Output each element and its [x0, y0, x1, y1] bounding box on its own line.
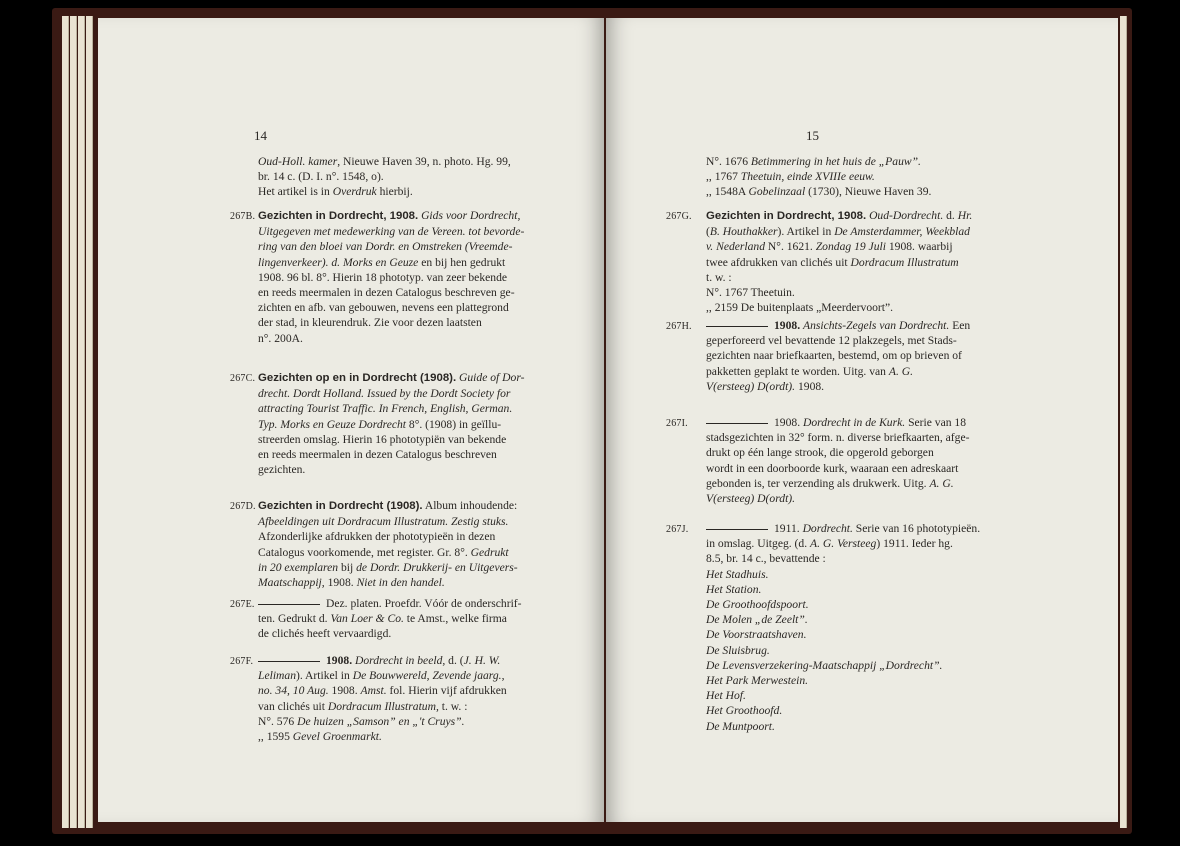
text-line: 1908.: [328, 684, 361, 698]
text-line: [258, 560, 568, 575]
ditto-dash: [706, 423, 768, 424]
text-line: [258, 596, 568, 611]
text-line: ,, 1548A: [706, 185, 749, 199]
page-edges: [1120, 16, 1127, 828]
text-line: De Molen „de Zeelt”.: [706, 613, 808, 627]
text-line: 1911.: [774, 522, 803, 535]
page-edges: [62, 16, 69, 828]
text-line: [706, 491, 1006, 506]
entry-267c: [230, 370, 568, 477]
text-line: [258, 683, 568, 698]
text-line: [706, 364, 1006, 379]
text-line: [706, 379, 1006, 394]
text-line: Zondag 19 Juli: [815, 240, 886, 254]
text-line: N°. 1676: [706, 155, 751, 168]
text-line: [706, 208, 1006, 224]
text-line: Theetuin, einde XVIIIe eeuw.: [740, 170, 875, 184]
text-line: n°. 200A.: [258, 331, 303, 345]
ditto-dash: [706, 529, 768, 530]
text-line: fol. Hierin vijf afdrukken: [386, 684, 507, 698]
entry-code: 267H.: [666, 321, 692, 332]
text-line: Het artikel is in: [258, 185, 333, 199]
text-line: Gezichten in Dordrecht (1908).: [258, 500, 423, 512]
text-line: V(ersteeg) D(ordt).: [706, 379, 796, 393]
text-line: A. G.: [929, 476, 954, 490]
text-line: de clichés heeft vervaardigd.: [258, 627, 392, 641]
text-line: ). Artikel in: [296, 669, 353, 683]
entry-267f: [230, 653, 568, 744]
list-item: [706, 597, 1006, 612]
text-line: Niet in den handel.: [356, 576, 445, 590]
text-line: de Dordr. Drukkerij- en Uitgevers-: [356, 560, 518, 574]
text-line: no. 34, 10 Aug.: [258, 684, 329, 698]
text-line: Het Park Merwestein.: [706, 674, 809, 688]
list-item: [706, 643, 1006, 658]
text-line: , Nieuwe Haven 39, n. photo. Hg. 99,: [337, 155, 511, 168]
list-item: [706, 582, 1006, 597]
text-line: en reeds meermalen in dezen Catalogus beschreven: [258, 448, 497, 462]
text-line: hierbij.: [376, 185, 413, 199]
text-line: lingenverkeer). d. Morks en Geuze: [258, 255, 419, 269]
text-line: [258, 714, 568, 729]
text-line: ,, 1595: [258, 730, 293, 744]
text-line: Dordrecht in de Kurk.: [802, 416, 906, 429]
text-line: ,, 2159 De buitenplaats „Meerdervoort”.: [706, 301, 894, 315]
list-item: [706, 688, 1006, 703]
text-line: 1908.: [774, 416, 803, 429]
text-line: De Amsterdammer, Weekblad: [834, 225, 970, 239]
text-line: ). Artikel in: [777, 225, 835, 239]
text-line: en bij hen gedrukt: [418, 255, 506, 269]
text-line: Dez. platen. Proefdr. Vóór de onderschrif-: [326, 597, 522, 610]
ditto-dash: [706, 326, 768, 327]
text-line: [258, 611, 568, 626]
text-line: pakketten geplakt te worden. Uitg. van: [706, 364, 889, 378]
text-line: 1908.: [795, 379, 825, 393]
text-line: De Muntpoort.: [706, 719, 775, 733]
text-line: te Amst., welke firma: [403, 612, 507, 626]
list-item: [706, 658, 1006, 673]
text-line: Het Hof.: [706, 689, 746, 703]
text-line: [706, 224, 1006, 239]
text-line: Gobelinzaal: [748, 185, 806, 199]
text-line: ten. Gedrukt d.: [258, 612, 331, 626]
entry-267i: [666, 415, 1006, 506]
contents-list: [706, 567, 1006, 734]
text-line: [258, 729, 568, 744]
text-line: 8.5, br. 14 c., bevattende :: [706, 552, 826, 566]
text-line: J. H. W.: [463, 654, 501, 667]
entry-code: 267E.: [230, 599, 255, 610]
text-line: drecht. Dordt Holland. Issued by the Dordt Society for: [258, 387, 511, 401]
text-line: Het Stadhuis.: [706, 567, 769, 581]
text-line: [258, 184, 568, 199]
entry-267g: [666, 208, 1006, 315]
entry-code: 267F.: [230, 656, 254, 667]
text-line: V(ersteeg) D(ordt).: [706, 492, 796, 506]
page-edges: [70, 16, 77, 828]
text-line: v. Nederland: [706, 240, 766, 254]
text-line: [706, 239, 1006, 254]
text-line: Ansichts-Zegels van Dordrecht.: [803, 319, 950, 332]
text-line: [258, 224, 568, 239]
text-line: [706, 476, 1006, 491]
text-line: [706, 154, 1006, 169]
text-line: [258, 575, 568, 590]
text-line: De Voorstraatshaven.: [706, 628, 807, 642]
text-line: Gezichten op en in Dordrecht (1908).: [258, 372, 457, 384]
text-line: Gevel Groenmarkt.: [292, 730, 382, 744]
entry-267h: [666, 318, 1006, 394]
text-line: Dordrecht in beeld,: [355, 654, 446, 667]
text-line: gezichten naar briefkaarten, bestemd, om op brieven of: [706, 349, 962, 363]
text-line: [258, 668, 568, 683]
text-line: van clichés uit: [258, 699, 328, 713]
text-line: (1730), Nieuwe Haven 39.: [805, 185, 932, 199]
right-page: [606, 18, 1118, 822]
entry-code: 267I.: [666, 418, 688, 429]
text-line: A. G. Versteeg: [810, 537, 877, 551]
text-line: Amst.: [360, 684, 387, 698]
text-line: Het Groothoofd.: [706, 704, 783, 718]
text-line: ring van den bloei van Dordr. en Omstreken (Vreemde-: [258, 240, 513, 254]
text-line: N°. 576: [258, 714, 298, 728]
intro-entry: [258, 154, 568, 200]
text-line: [258, 386, 568, 401]
text-line: [706, 415, 1006, 430]
text-line: gezichten.: [258, 463, 306, 477]
text-line: Gedrukt: [470, 545, 509, 559]
entry-code: 267J.: [666, 524, 689, 535]
page-number: 14: [254, 128, 267, 143]
text-line: 1908.: [326, 654, 353, 667]
text-line: in omslag. Uitgeg. (d.: [706, 537, 811, 551]
text-line: De Levensverzekering-Maatschappij „Dordrecht”.: [706, 658, 943, 672]
page-number: 15: [806, 128, 819, 143]
text-line: t. w. :: [438, 699, 468, 713]
text-line: De Bouwwereld, Zevende jaarg.,: [352, 669, 505, 683]
list-item: [706, 703, 1006, 718]
text-line: 8°. (1908) in geïllu-: [406, 417, 502, 431]
text-line: De Groothoofdspoort.: [706, 598, 809, 612]
text-line: streerden omslag. Hierin 16 phototypiën van bekende: [258, 432, 507, 446]
page-edges: [86, 16, 93, 828]
text-line: der stad, in kleurendruk. Zie voor dezen laatsten: [258, 316, 482, 330]
text-line: d.: [943, 209, 958, 222]
text-line: [706, 521, 1006, 536]
text-line: Dordracum Illustratum,: [327, 699, 439, 713]
list-item: [706, 673, 1006, 688]
text-line: gebonden is, ter verzending als drukwerk. Uitg.: [706, 476, 930, 490]
text-line: br. 14 c. (D. I. n°. 1548, o).: [258, 170, 384, 184]
text-line: Dordrecht.: [802, 522, 853, 535]
text-line: t. w. :: [706, 270, 732, 284]
text-line: De Sluisbrug.: [706, 643, 770, 657]
text-line: [706, 184, 1006, 199]
text-line: Een: [949, 319, 971, 332]
text-line: 1908. waarbij: [885, 240, 953, 254]
text-line: [258, 401, 568, 416]
text-line: Van Loer & Co.: [330, 612, 404, 626]
text-line: zichten en afb. van gebouwen, nevens een plattegrond: [258, 301, 509, 315]
entry-267b: [230, 208, 568, 346]
text-line: [706, 255, 1006, 270]
text-line: Uitgegeven met medewerking van de Vereen. tot bevorde-: [258, 225, 525, 239]
text-line: [258, 653, 568, 668]
text-line: [706, 318, 1006, 333]
text-line: Hr.: [957, 209, 973, 222]
text-line: in 20 exemplaren: [258, 560, 339, 574]
text-line: 1908.: [774, 319, 801, 332]
list-item: [706, 719, 1006, 734]
text-line: [258, 154, 568, 169]
ditto-dash: [258, 604, 320, 605]
text-line: N°. 1621.: [765, 240, 816, 254]
text-line: [258, 370, 568, 386]
text-line: Oud-Dordrecht.: [869, 209, 944, 222]
entry-267j: [666, 521, 1006, 734]
entry-code: 267G.: [666, 211, 692, 222]
text-line: twee afdrukken van clichés uit: [706, 255, 851, 269]
text-line: attracting Tourist Traffic. In French, English, German.: [258, 402, 513, 416]
text-line: Maatschappij,: [258, 576, 325, 590]
text-line: Afbeeldingen uit Dordracum Illustratum. Zestig stuks.: [258, 515, 509, 529]
text-line: B. Houthakker: [709, 225, 778, 239]
text-line: Guide of Dor-: [459, 371, 525, 384]
list-item: [706, 612, 1006, 627]
text-line: Betimmering in het huis de „Pauw”.: [750, 155, 921, 168]
text-line: Album inhoudende:: [422, 499, 518, 512]
text-line: Het Station.: [706, 582, 762, 596]
text-line: [258, 255, 568, 270]
text-line: [258, 208, 568, 224]
text-line: Leliman: [258, 669, 297, 683]
text-line: Overdruk: [332, 185, 377, 199]
text-line: Catalogus voorkomende, met register. Gr. 8°.: [258, 545, 468, 559]
text-line: Typ. Morks en Geuze Dordrecht: [258, 417, 407, 431]
ditto-dash: [258, 661, 320, 662]
text-line: [706, 169, 1006, 184]
text-line: [258, 498, 568, 514]
left-page: [98, 18, 604, 822]
text-line: wordt in een doorboorde kurk, waaraan een adreskaart: [706, 461, 959, 475]
text-line: Afzonderlijke afdrukken der phototypieën in dezen: [258, 530, 496, 544]
text-line: stadsgezichten in 32° form. n. diverse briefkaarten, afge-: [706, 431, 970, 445]
entry-267e: [230, 596, 568, 642]
text-line: A. G.: [888, 364, 914, 378]
text-line: ) 1911. Ieder hg.: [876, 537, 953, 551]
text-line: Serie van 18: [905, 416, 967, 429]
text-line: Gezichten in Dordrecht, 1908.: [706, 210, 867, 222]
text-line: De huizen „Samson” en „'t Cruys”.: [297, 714, 465, 728]
text-line: [258, 239, 568, 254]
text-line: Oud-Holl. kamer: [258, 155, 338, 168]
text-line: [258, 545, 568, 560]
text-line: en reeds meermalen in dezen Catalogus beschreven ge-: [258, 286, 515, 300]
text-line: [706, 536, 1006, 551]
text-line: Serie van 16 phototypieën.: [852, 522, 981, 535]
text-line: (: [706, 225, 710, 239]
entry-code: 267B.: [230, 211, 256, 222]
text-line: 1908. 96 bl. 8°. Hierin 18 phototyp. van zeer bekende: [258, 270, 508, 284]
text-line: Gids voor Dordrecht,: [421, 209, 521, 222]
text-line: [258, 699, 568, 714]
text-line: 1908.: [324, 576, 357, 590]
text-line: drukt op één lange strook, die opgerold geborgen: [706, 446, 934, 460]
text-line: ,, 1767: [706, 170, 741, 184]
list-item: [706, 567, 1006, 582]
text-line: geperforeerd vel bevattende 12 plakzegels, met Stads-: [706, 334, 957, 348]
page-edges: [78, 16, 85, 828]
list-item: [706, 627, 1006, 642]
entry-code: 267C.: [230, 373, 256, 384]
text-line: N°. 1767 Theetuin.: [706, 286, 795, 300]
text-line: Dordracum Illustratum: [850, 255, 959, 269]
text-line: Gezichten in Dordrecht, 1908.: [258, 210, 419, 222]
entry-code: 267D.: [230, 501, 256, 512]
text-line: d. (: [445, 654, 464, 667]
entry-267d: [230, 498, 568, 590]
text-line: bij: [338, 560, 357, 574]
text-line: [258, 417, 568, 432]
text-line: [258, 514, 568, 529]
intro-entry: [706, 154, 1006, 200]
